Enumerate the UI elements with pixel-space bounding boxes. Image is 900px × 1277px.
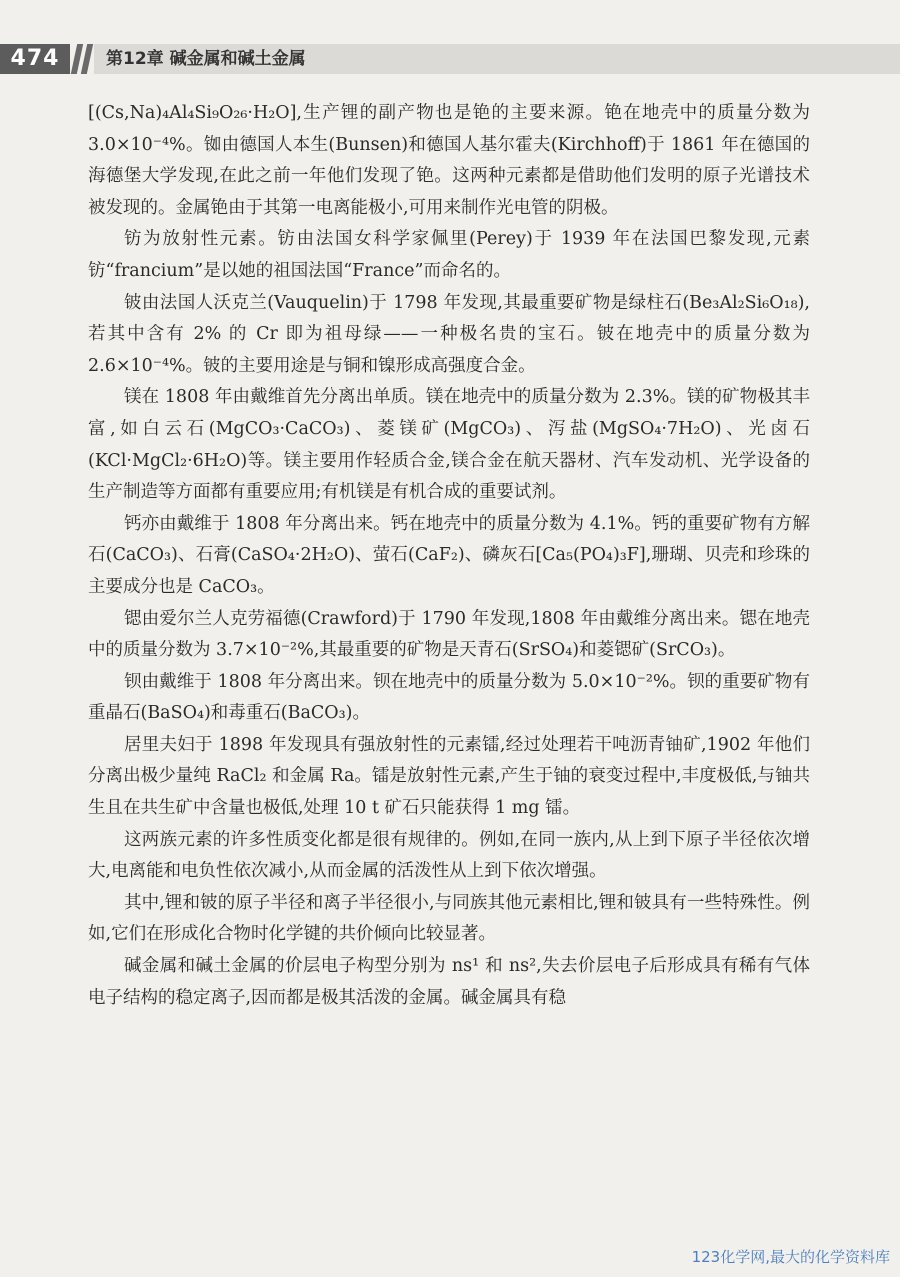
paragraph: 钡由戴维于 1808 年分离出来。钡在地壳中的质量分数为 5.0×10⁻²%。钡的重要矿物有重晶石(BaSO₄)和毒重石(BaCO₃)。	[88, 671, 810, 724]
page-number: 474	[0, 44, 70, 74]
paragraph: 居里夫妇于 1898 年发现具有强放射性的元素镭,经过处理若干吨沥青铀矿,1902 年他们分离出极少量纯 RaCl₂ 和金属 Ra。镭是放射性元素,产生于铀的衰变过程中,丰度极低,与铀共生且在共生矿中含量也极低,处理 10 t 矿石只能获得 1 mg 镭。	[88, 734, 810, 819]
site-watermark: 123化学网,最大的化学资料库	[691, 1248, 890, 1266]
page-body	[88, 98, 810, 1014]
paragraph: 这两族元素的许多性质变化都是很有规律的。例如,在同一族内,从上到下原子半径依次增大,电离能和电负性依次减小,从而金属的活泼性从上到下依次增强。	[88, 829, 810, 882]
paragraph: 钙亦由戴维于 1808 年分离出来。钙在地壳中的质量分数为 4.1%。钙的重要矿物有方解石(CaCO₃)、石膏(CaSO₄·2H₂O)、萤石(CaF₂)、磷灰石[Ca₅(PO₄)₃F],珊瑚、贝壳和珍珠的主要成分也是 CaCO₃。	[88, 513, 810, 597]
paragraph: 锶由爱尔兰人克劳福德(Crawford)于 1790 年发现,1808 年由戴维分离出来。锶在地壳中的质量分数为 3.7×10⁻²%,其最重要的矿物是天青石(SrSO₄)和菱锶矿(SrCO₃)。	[88, 608, 810, 661]
paragraph: 碱金属和碱土金属的价层电子构型分别为 ns¹ 和 ns²,失去价层电子后形成具有稀有气体电子结构的稳定离子,因而都是极其活泼的金属。碱金属具有稳	[88, 956, 810, 1008]
paragraph: 钫为放射性元素。钫由法国女科学家佩里(Perey)于 1939 年在法国巴黎发现,元素钫“francium”是以她的祖国法国“France”而命名的。	[88, 229, 810, 281]
header-decoration	[81, 44, 93, 74]
paragraph: [(Cs,Na)₄Al₄Si₉O₂₆·H₂O],生产锂的副产物也是铯的主要来源。铯在地壳中的质量分数为 3.0×10⁻⁴%。铷由德国人本生(Bunsen)和德国人基尔霍夫(Kirchhoff)于 1861 年在德国的海德堡大学发现,在此之前一年他们发现了铯。这两种元素都是借助他们发明的原子光谱技术被发现的。金属铯由于其第一电离能极小,可用来制作光电管的阴极。	[88, 103, 810, 218]
paragraph: 铍由法国人沃克兰(Vauquelin)于 1798 年发现,其最重要矿物是绿柱石(Be₃Al₂Si₆O₁₈),若其中含有 2% 的 Cr 即为祖母绿——一种极名贵的宝石。铍在地壳中的质量分数为 2.6×10⁻⁴%。铍的主要用途是与铜和镍形成高强度合金。	[88, 292, 810, 376]
paragraph: 其中,锂和铍的原子半径和离子半径很小,与同族其他元素相比,锂和铍具有一些特殊性。例如,它们在形成化合物时化学键的共价倾向比较显著。	[88, 892, 810, 945]
page-header	[0, 40, 900, 78]
paragraph: 镁在 1808 年由戴维首先分离出单质。镁在地壳中的质量分数为 2.3%。镁的矿物极其丰富,如白云石(MgCO₃·CaCO₃)、菱镁矿(MgCO₃)、泻盐(MgSO₄·7H₂O)、光卤石(KCl·MgCl₂·6H₂O)等。镁主要用作轻质合金,镁合金在航天器材、汽车发动机、光学设备的生产制造等方面都有重要应用;有机镁是有机合成的重要试剂。	[88, 387, 810, 503]
chapter-title: 第12章 碱金属和碱土金属	[106, 49, 306, 69]
